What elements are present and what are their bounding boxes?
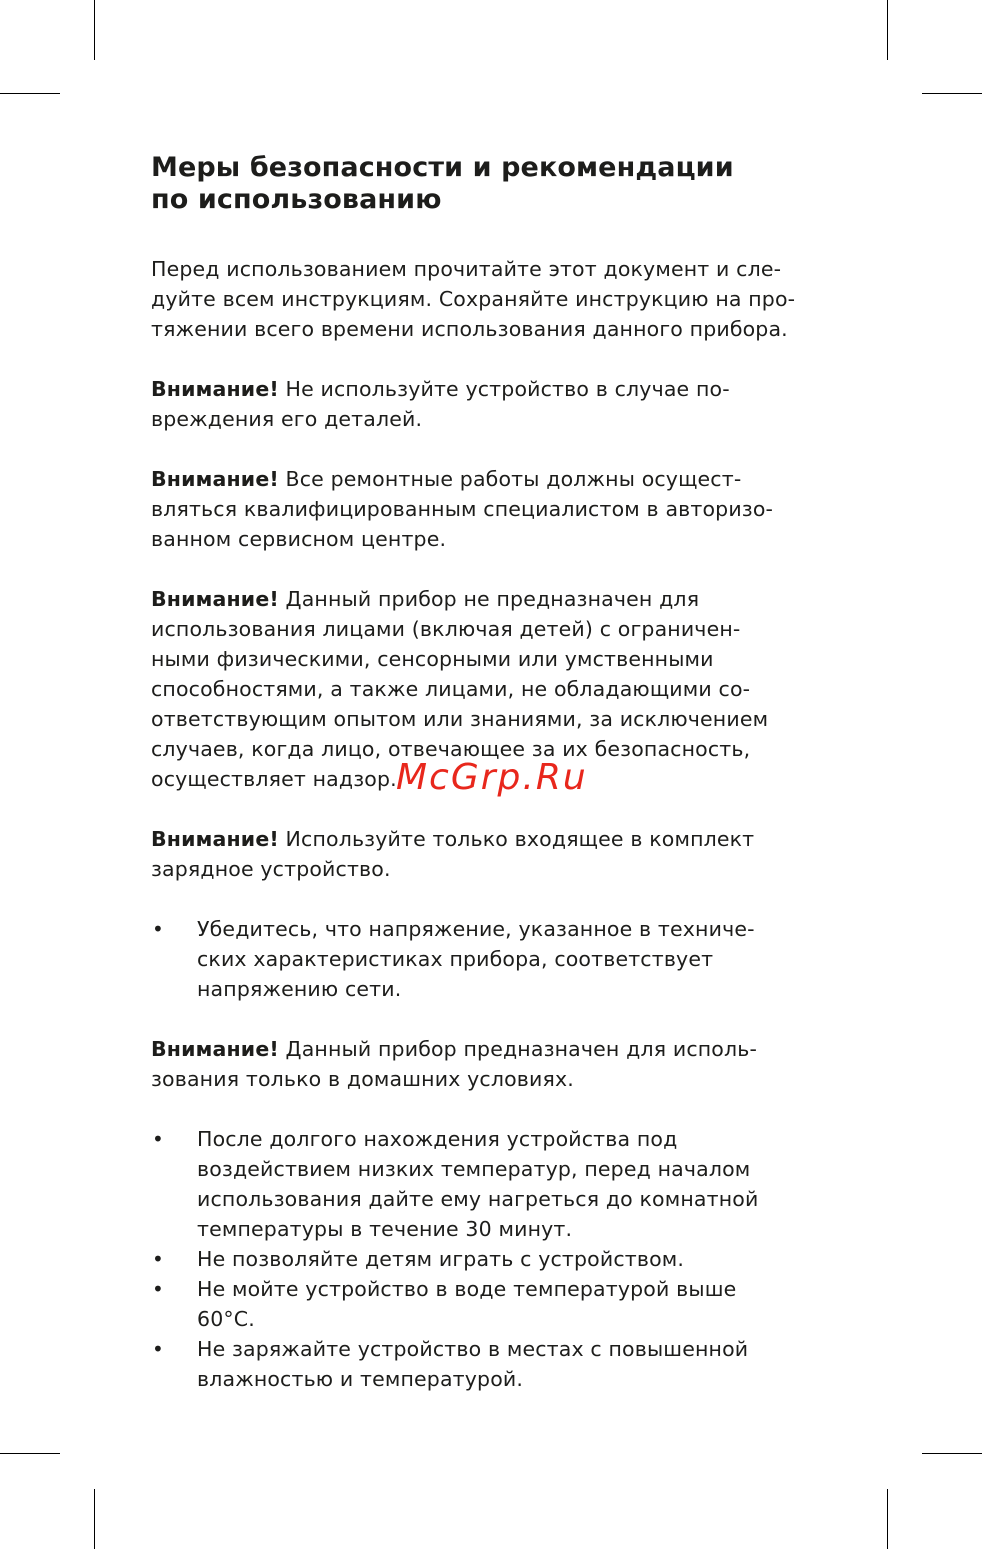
warning-label: Внимание! [151,827,279,851]
crop-mark-bottom-right-horizontal [922,1453,982,1454]
crop-mark-bottom-left-horizontal [0,1453,60,1454]
warning-label: Внимание! [151,377,279,401]
bullet-icon: • [152,1127,164,1151]
list-item: • После долгого нахождения устройства под воздействием низких температур, перед началом использования дайте ему нагреться до комнатной температуры в течение 30 минут. [151,1124,841,1244]
page-title: Меры безопасности и рекомендации по использованию [151,152,734,215]
warning-home-use: Внимание! Данный прибор предназначен для исполь- зования только в домашних условиях. [151,1037,758,1091]
bullet-list-voltage [151,914,841,1004]
bullet-icon: • [152,1277,164,1301]
warning-charger: Внимание! Используйте только входящее в комплект зарядное устройство. [151,827,755,881]
intro-paragraph: Перед использованием прочитайте этот документ и сле- дуйте всем инструкциям. Сохраняйте инструкцию на про- тяжении всего времени использования данного прибора. [151,257,796,341]
crop-mark-top-right-vertical [887,0,888,60]
list-item: • Не заряжайте устройство в местах с повышенной влажностью и температурой. [151,1334,841,1394]
warning-limited-abilities: Внимание! Данный прибор не предназначен для использования лицами (включая детей) с ограничен- ными физическими, сенсорными или умственными способностями, а также лицами, не обладающими со- ответствующим опытом или знаниями, за исключением случаев, когда лицо, отвечающее за их безопасность, осуществляет надзор. [151,587,769,791]
warning-label: Внимание! [151,467,279,491]
crop-mark-top-right-horizontal [922,93,982,94]
warning-label: Внимание! [151,1037,279,1061]
list-item: • Не мойте устройство в воде температурой выше 60°C. [151,1274,841,1334]
list-item: • Убедитесь, что напряжение, указанное в техниче- ских характеристиках прибора, соответствует напряжению сети. [151,914,841,1004]
crop-mark-bottom-right-vertical [887,1489,888,1549]
warning-repair: Внимание! Все ремонтные работы должны осущест- вляться квалифицированным специалистом в авторизо- ванном сервисном центре. [151,467,774,551]
crop-mark-top-left-vertical [94,0,95,60]
crop-mark-bottom-left-vertical [94,1489,95,1549]
crop-mark-top-left-horizontal [0,93,60,94]
list-item: • Не позволяйте детям играть с устройством. [151,1244,841,1274]
bullet-icon: • [152,1247,164,1271]
bullet-icon: • [152,1337,164,1361]
warning-label: Внимание! [151,587,279,611]
bullet-list-usage [151,1124,841,1394]
watermark: McGrp.Ru [396,757,588,798]
warning-damaged-parts: Внимание! Не используйте устройство в случае по- вреждения его деталей. [151,377,730,431]
bullet-icon: • [152,917,164,941]
